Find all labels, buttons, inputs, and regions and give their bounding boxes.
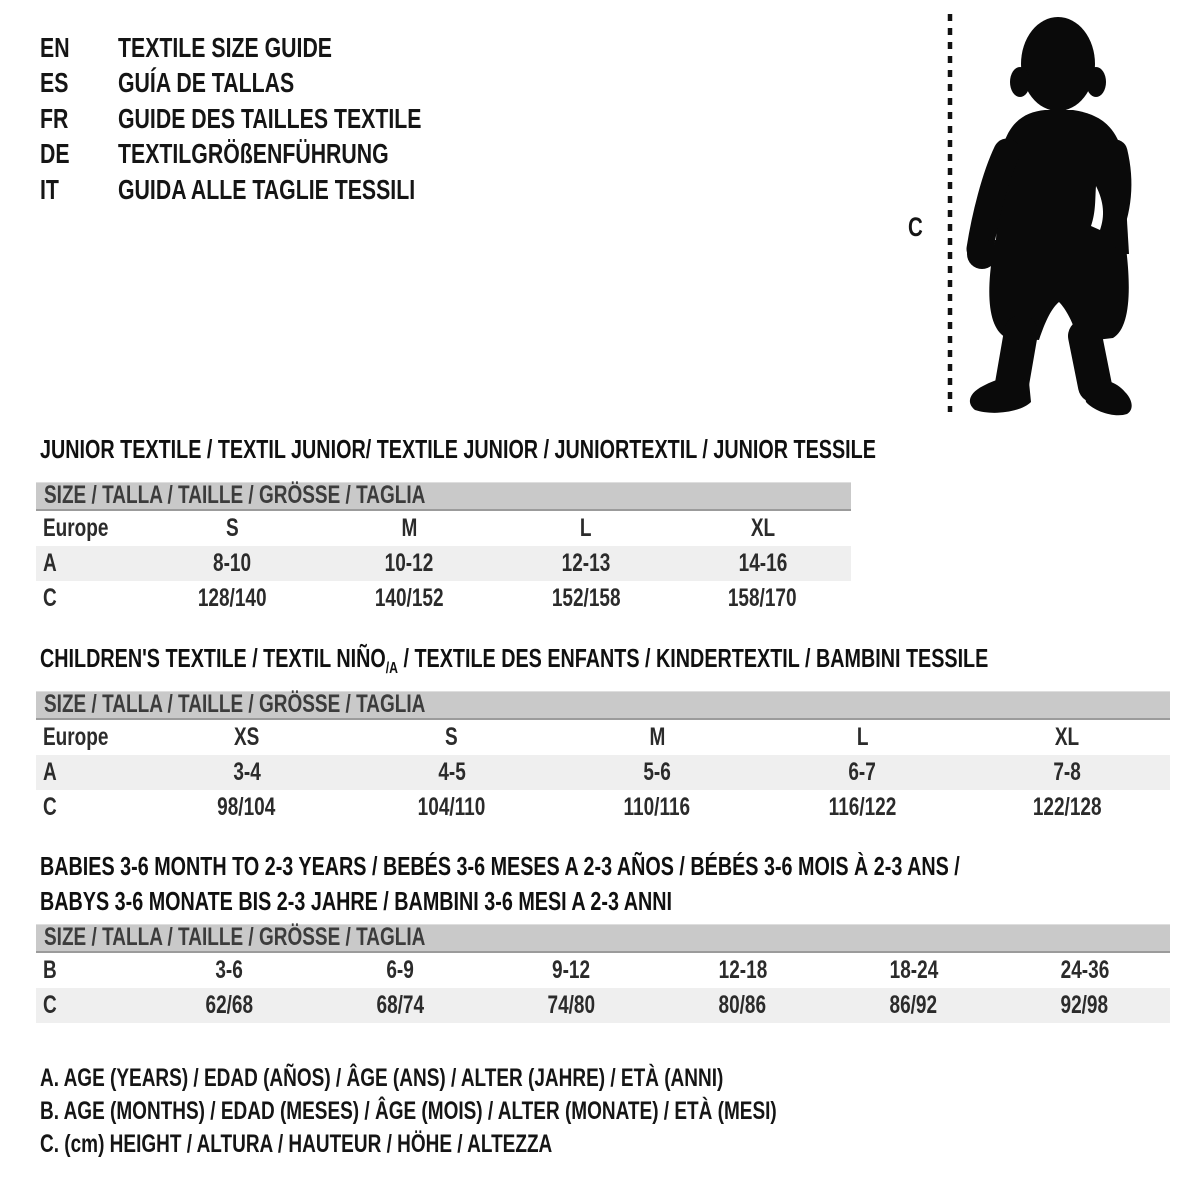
table-cell: 3-6 <box>215 956 244 984</box>
table-cell: 8-10 <box>213 549 252 577</box>
table-cell: 110/116 <box>623 793 691 821</box>
row-label: C <box>43 991 57 1019</box>
table-cell: 122/128 <box>1033 793 1102 821</box>
height-measure-label: C <box>908 212 923 242</box>
table-cell: 12-13 <box>561 549 611 577</box>
table-cell: L <box>580 514 592 542</box>
babies-title-line2: BABYS 3-6 MONATE BIS 2-3 JAHRE / BAMBINI 3-6 MESI A 2-3 ANNI <box>40 886 673 916</box>
table-row <box>36 790 1170 825</box>
table-cell: 98/104 <box>217 793 276 821</box>
legend-line-c: C. (cm) HEIGHT / ALTURA / HAUTEUR / HÖHE / ALTEZZA <box>40 1130 553 1158</box>
row-label: C <box>43 793 57 821</box>
babies-title-line1: BABIES 3-6 MONTH TO 2-3 YEARS / BEBÉS 3-6 MESES A 2-3 AÑOS / BÉBÉS 3-6 MOIS À 2-3 ANS / <box>40 851 960 881</box>
table-cell: S <box>226 514 239 542</box>
table-cell: 3-4 <box>232 758 261 786</box>
table-cell: 6-7 <box>848 758 876 786</box>
table-cell: L <box>856 723 869 751</box>
row-label: Europe <box>43 723 109 751</box>
table-cell: 12-18 <box>718 956 767 984</box>
table-cell: 18-24 <box>889 956 938 984</box>
table-cell: 140/152 <box>374 584 444 612</box>
size-header-bar: SIZE / TALLA / TAILLE / GRÖSSE / TAGLIA <box>36 482 851 511</box>
babies-section-title <box>40 849 1200 919</box>
lang-code-it: IT <box>40 173 59 205</box>
row-label: Europe <box>43 514 109 542</box>
table-row <box>36 511 851 546</box>
size-header-bar: SIZE / TALLA / TAILLE / GRÖSSE / TAGLIA <box>36 924 1170 953</box>
table-cell: 62/68 <box>205 991 254 1019</box>
table-cell: 152/158 <box>551 584 621 612</box>
toddler-silhouette-icon <box>933 2 1188 424</box>
row-label: A <box>43 758 57 786</box>
lang-code-en: EN <box>40 31 70 63</box>
table-row <box>36 988 1170 1023</box>
table-cell: XL <box>750 514 775 542</box>
row-label: B <box>43 956 57 984</box>
legend-line-b: B. AGE (MONTHS) / EDAD (MESES) / ÂGE (MOIS) / ALTER (MONATE) / ETÀ (MESI) <box>40 1097 777 1125</box>
table-cell: S <box>445 723 459 751</box>
table-cell: 24-36 <box>1060 956 1109 984</box>
table-cell: 5-6 <box>643 758 671 786</box>
title-row-fr <box>40 101 517 137</box>
title-row-de <box>40 137 517 173</box>
guide-title-en: TEXTILE SIZE GUIDE <box>118 31 333 63</box>
table-cell: XS <box>233 723 260 751</box>
table-cell: XL <box>1055 723 1080 751</box>
table-cell: 9-12 <box>552 956 591 984</box>
language-title-block <box>40 30 517 208</box>
title-row-it <box>40 172 517 208</box>
table-cell: 80/86 <box>718 991 767 1019</box>
guide-title-de: TEXTILGRÖßENFÜHRUNG <box>118 138 389 170</box>
table-row <box>36 546 851 581</box>
table-cell: 158/170 <box>728 584 797 612</box>
junior-size-table <box>36 482 851 616</box>
table-cell: 86/92 <box>889 991 938 1019</box>
table-row <box>36 720 1170 755</box>
table-cell: 7-8 <box>1053 758 1082 786</box>
table-row <box>36 581 851 616</box>
lang-code-fr: FR <box>40 102 69 134</box>
measure-legend <box>40 1062 1009 1161</box>
row-label: C <box>43 584 57 612</box>
table-cell: M <box>649 723 665 751</box>
table-cell: M <box>401 514 418 542</box>
table-cell: 74/80 <box>547 991 596 1019</box>
table-cell: 4-5 <box>438 758 466 786</box>
title-row-es <box>40 66 517 102</box>
guide-title-fr: GUIDE DES TAILLES TEXTILE <box>118 102 422 134</box>
row-label: A <box>43 549 57 577</box>
lang-code-es: ES <box>40 67 69 99</box>
table-cell: 68/74 <box>376 991 425 1019</box>
children-section-title: CHILDREN'S TEXTILE / TEXTIL $NIÑO_{/A}$ / TEXTILE DES ENFANTS / KINDERTEXTIL / BAMBINI TESSILE <box>40 643 989 678</box>
guide-title-es: GUÍA DE TALLAS <box>118 67 295 99</box>
title-row-en <box>40 30 517 66</box>
table-row <box>36 953 1170 988</box>
table-cell: 6-9 <box>386 956 415 984</box>
guide-title-it: GUIDA ALLE TAGLIE TESSILI <box>118 173 416 205</box>
lang-code-de: DE <box>40 138 70 170</box>
junior-section-title: JUNIOR TEXTILE / TEXTIL JUNIOR/ TEXTILE JUNIOR / JUNIORTEXTIL / JUNIOR TESSILE <box>40 434 876 464</box>
table-cell: 128/140 <box>198 584 267 612</box>
size-header-bar: SIZE / TALLA / TAILLE / GRÖSSE / TAGLIA <box>36 691 1170 720</box>
table-cell: 104/110 <box>417 793 486 821</box>
table-cell: 92/98 <box>1060 991 1109 1019</box>
babies-size-table <box>36 924 1170 1023</box>
table-cell: 14-16 <box>738 549 787 577</box>
nino-a-subscript: /A <box>385 659 399 678</box>
table-cell: 116/122 <box>828 793 897 821</box>
table-row <box>36 755 1170 790</box>
table-cell: 10-12 <box>384 549 434 577</box>
children-size-table <box>36 691 1170 825</box>
legend-line-a: A. AGE (YEARS) / EDAD (AÑOS) / ÂGE (ANS) / ALTER (JAHRE) / ETÀ (ANNI) <box>40 1064 724 1092</box>
